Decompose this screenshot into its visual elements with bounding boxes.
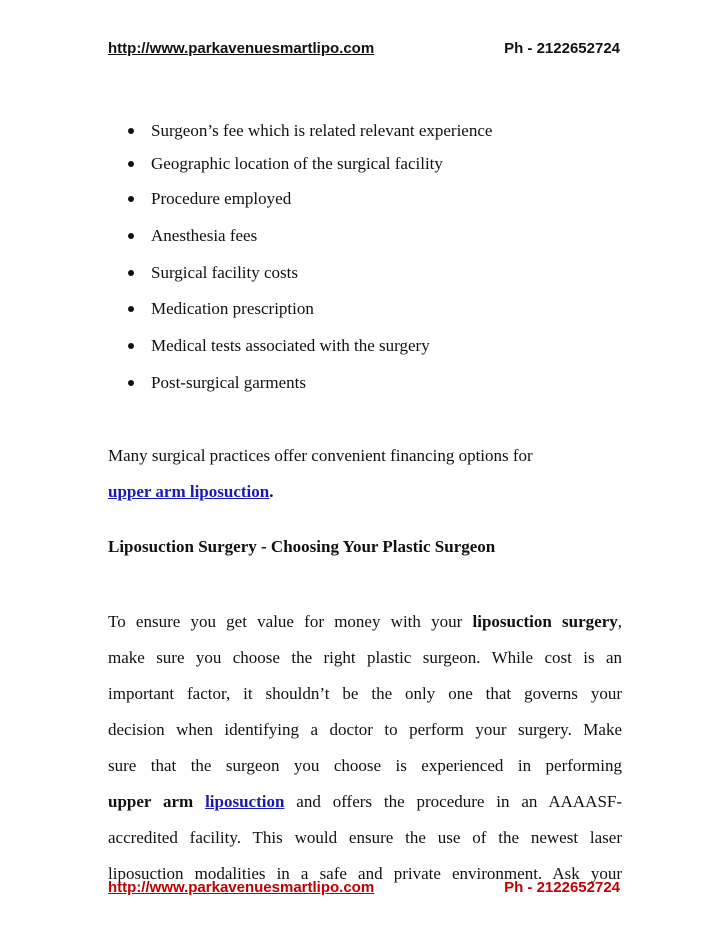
list-item bbox=[108, 189, 291, 209]
list-item-text: Procedure employed bbox=[151, 189, 292, 208]
page-header bbox=[108, 40, 620, 57]
upper-arm-bold: upper arm bbox=[108, 792, 194, 811]
list-item bbox=[108, 263, 298, 283]
bullet-icon bbox=[128, 306, 134, 312]
footer-phone: Ph - 2122652724 bbox=[504, 879, 620, 896]
bullet-icon bbox=[128, 161, 134, 167]
list-item-text: Post-surgical garments bbox=[151, 373, 307, 392]
list-item-text: Surgical facility costs bbox=[151, 263, 298, 282]
list-item bbox=[108, 373, 306, 393]
financing-period: . bbox=[269, 482, 274, 501]
line-text: To ensure you get value for money with your bbox=[108, 612, 463, 631]
list-item bbox=[108, 154, 443, 174]
liposuction-link[interactable]: liposuction bbox=[205, 792, 285, 811]
paragraph-line bbox=[108, 784, 622, 820]
list-item-text: Medical tests associated with the surgery bbox=[151, 336, 430, 355]
line-text: , bbox=[617, 612, 623, 631]
paragraph-line bbox=[108, 604, 622, 640]
paragraph-line: sure that the surgeon you choose is experienced in performing bbox=[108, 756, 622, 775]
bullet-icon bbox=[128, 128, 134, 134]
bullet-icon bbox=[128, 233, 134, 239]
choosing-surgeon-paragraph bbox=[108, 604, 622, 892]
paragraph-line: decision when identifying a doctor to perform your surgery. Make bbox=[108, 720, 622, 739]
paragraph-line: make sure you choose the right plastic surgeon. While cost is an bbox=[108, 648, 622, 667]
paragraph-line: important factor, it shouldn’t be the only one that governs your bbox=[108, 684, 622, 703]
upper-arm-liposuction-link[interactable]: upper arm liposuction bbox=[108, 482, 270, 501]
paragraph-line: accredited facility. This would ensure the use of the newest laser bbox=[108, 828, 622, 847]
list-item bbox=[108, 226, 257, 246]
list-item bbox=[108, 299, 314, 319]
bullet-icon bbox=[128, 343, 134, 349]
list-item-text: Anesthesia fees bbox=[151, 226, 258, 245]
bullet-icon bbox=[128, 270, 134, 276]
list-item-text: Medication prescription bbox=[151, 299, 314, 318]
header-url-link[interactable]: http://www.parkavenuesmartlipo.com bbox=[108, 40, 375, 57]
list-item bbox=[108, 336, 430, 356]
paragraph-line: liposuction modalities in a safe and private environment. Ask your bbox=[108, 864, 622, 883]
line-text: and offers the procedure in an AAAASF- bbox=[296, 792, 623, 811]
bullet-icon bbox=[128, 196, 134, 202]
header-phone: Ph - 2122652724 bbox=[504, 40, 620, 57]
list-item-text: Geographic location of the surgical facility bbox=[151, 154, 443, 173]
list-item bbox=[108, 121, 492, 141]
section-heading: Liposuction Surgery - Choosing Your Plastic Surgeon bbox=[108, 537, 496, 556]
liposuction-surgery-bold: liposuction surgery bbox=[472, 612, 618, 631]
list-item-text: Surgeon’s fee which is related relevant experience bbox=[151, 121, 493, 140]
bullet-icon bbox=[128, 380, 134, 386]
financing-paragraph bbox=[108, 438, 622, 510]
financing-text: Many surgical practices offer convenient financing options for bbox=[108, 446, 533, 465]
footer-url-link[interactable]: http://www.parkavenuesmartlipo.com bbox=[108, 879, 375, 896]
page-footer bbox=[108, 879, 620, 896]
